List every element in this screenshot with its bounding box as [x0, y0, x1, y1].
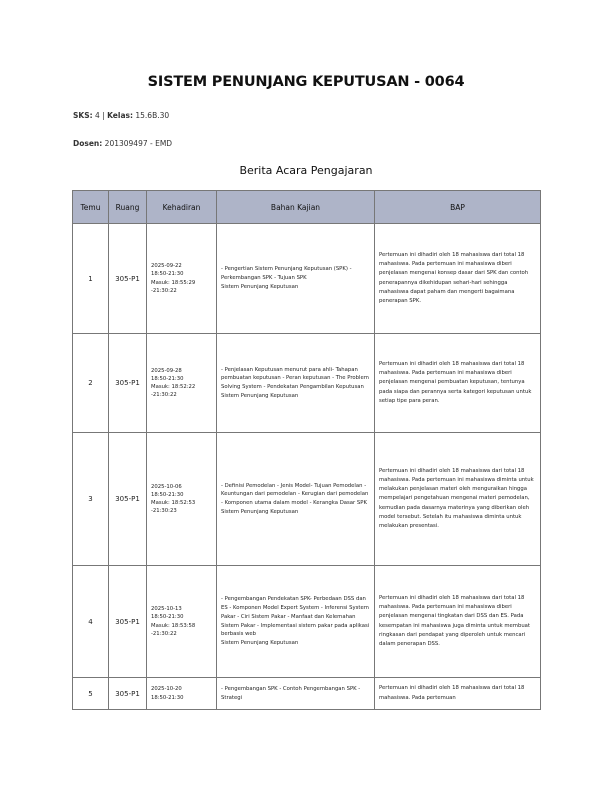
table-header-row	[73, 191, 541, 224]
bahan-kajian-cell	[217, 224, 375, 334]
temu-cell: 2	[73, 334, 109, 433]
sks-label: SKS:	[73, 111, 93, 120]
kelas-label: Kelas:	[107, 111, 133, 120]
table-row	[73, 678, 541, 710]
jadwal: 18:50-21:30	[151, 694, 184, 701]
course-meta	[73, 111, 169, 120]
temu-cell: 5	[73, 678, 109, 710]
section-subtitle: Berita Acara Pengajaran	[239, 164, 373, 177]
jadwal: 18:50-21:30	[151, 614, 184, 621]
ruang-cell: 305-P1	[109, 224, 147, 334]
bap-cell: Pertemuan ini dihadiri oleh 18 mahasiswa dari total 18 mahasiswa. Pada pertemuan ini mahasiswa diminta untuk melakukan penjelasan materi oleh menguraikan hingga mempelajari pengetahuan mengenai materi pemodelan, kemudian pada dasarnya materinya yang diberikan oleh model tersebut. Setelah itu mahasiswa diminta untuk melakukan presentasi.	[375, 433, 541, 566]
kajian-subject: Sistem Penunjang Keputusan	[221, 508, 299, 515]
page-title: SISTEM PENUNJANG KEPUTUSAN - 0064	[147, 74, 465, 90]
tanggal: 2025-10-20	[151, 686, 182, 693]
masuk: Masuk: 18:53:58	[151, 622, 196, 629]
separator: |	[102, 111, 105, 120]
kehadiran-cell	[147, 678, 217, 710]
masuk: Masuk: 18:55:29	[151, 279, 196, 286]
bahan-kajian-cell	[217, 433, 375, 566]
bap-cell: Pertemuan ini dihadiri oleh 18 mahasiswa dari total 18 mahasiswa. Pada pertemuan ini mahasiswa diberi penjelasan mengenai tingkatan dari DSS dan ES. Pada kesempatan ini mahasiswa juga diminta untuk membuat ringkasan dari pendapat yang diperoleh untuk mencari dalam penerapan DSS.	[375, 566, 541, 678]
tanggal: 2025-09-22	[151, 263, 182, 270]
bap-cell: Pertemuan ini dihadiri oleh 18 mahasiswa dari total 18 mahasiswa. Pada pertemuan ini mahasiswa diberi penjelasan mengenai konsep dasar dari SPK dan contoh penerapannya dikehidupan sehari-hari sehingga mahasiswa dapat paham dan mengerti bagaimana penerapan SPK.	[375, 224, 541, 334]
table-row	[73, 566, 541, 678]
header-bap: BAP	[375, 191, 541, 224]
keluar: -21:30:23	[151, 508, 177, 515]
keluar: -21:30:22	[151, 287, 177, 294]
table-row	[73, 433, 541, 566]
kelas-value: 15.6B.30	[135, 111, 170, 120]
temu-cell: 3	[73, 433, 109, 566]
kajian-subject: Sistem Penunjang Keputusan	[221, 392, 299, 399]
ruang-cell: 305-P1	[109, 334, 147, 433]
header-temu: Temu	[73, 191, 109, 224]
tanggal: 2025-10-06	[151, 483, 182, 490]
header-ruang: Ruang	[109, 191, 147, 224]
kehadiran-cell	[147, 334, 217, 433]
bahan-kajian-cell	[217, 334, 375, 433]
bap-cell: Pertemuan ini dihadiri oleh 18 mahasiswa dari total 18 mahasiswa. Pada pertemuan ini mahasiswa diberi penjelasan mengenai pembuatan keputusan, tentunya pada siapa dan perannya serta kategori keputusan untuk setiap tipe para peran.	[375, 334, 541, 433]
keluar: -21:30:22	[151, 392, 177, 399]
masuk: Masuk: 18:52:53	[151, 500, 196, 506]
header-bahan-kajian: Bahan Kajian	[217, 191, 375, 224]
tanggal: 2025-09-28	[151, 367, 182, 374]
temu-cell: 4	[73, 566, 109, 678]
table-row	[73, 334, 541, 433]
kajian-text: - Pengertian Sistem Penunjang Keputusan (SPK) - Perkembangan SPK - Tujuan SPK	[221, 266, 352, 282]
kehadiran-cell	[147, 566, 217, 678]
kajian-text: - Definisi Pemodelan - Jenis Model- Tujuan Pemodelan - Keuntungan dari pemodelan - Kerugian dari pemodelan - Komponen utama dalam model - Kerangka Dasar SPK	[221, 482, 369, 506]
dosen-label: Dosen:	[73, 139, 103, 148]
ruang-cell: 305-P1	[109, 566, 147, 678]
kajian-text: - Pengembangan Pendekatan SPK- Perbedaan DSS dan ES - Komponen Model Expert System - Inferensi System Pakar - Ciri Sistem Pakar - Manfaat dan Kelemahan Sistem Pakar - Implementasi sistem pakar pada aplikasi berbasis web	[221, 596, 370, 638]
kajian-subject: Sistem Penunjang Keputusan	[221, 639, 299, 646]
bahan-kajian-cell	[217, 678, 375, 710]
kajian-text: - Pengembangan SPK - Contoh Pengembangan SPK - Strategi	[221, 685, 361, 701]
lecturer-meta	[73, 139, 172, 148]
masuk: Masuk: 18:52:22	[151, 384, 196, 390]
header-kehadiran: Kehadiran	[147, 191, 217, 224]
sks-value: 4	[95, 111, 100, 120]
kajian-text: - Penjelasan Keputusan menurut para ahli- Tahapan pembuatan keputusan - Peran keputusan - The Problem Solving System - Pendekatan Pengambilan Keputusan	[221, 366, 369, 390]
temu-cell: 1	[73, 224, 109, 334]
tanggal: 2025-10-13	[151, 606, 182, 613]
bap-table	[72, 190, 541, 710]
keluar: -21:30:22	[151, 630, 177, 637]
ruang-cell: 305-P1	[109, 678, 147, 710]
bap-cell: Pertemuan ini dihadiri oleh 18 mahasiswa dari total 18 mahasiswa. Pada pertemuan	[375, 678, 541, 710]
bahan-kajian-cell	[217, 566, 375, 678]
jadwal: 18:50-21:30	[151, 271, 184, 278]
kehadiran-cell	[147, 433, 217, 566]
kehadiran-cell	[147, 224, 217, 334]
dosen-value: 201309497 - EMD	[104, 139, 173, 148]
jadwal: 18:50-21:30	[151, 491, 184, 498]
jadwal: 18:50-21:30	[151, 375, 184, 382]
table-row	[73, 224, 541, 334]
ruang-cell: 305-P1	[109, 433, 147, 566]
kajian-subject: Sistem Penunjang Keputusan	[221, 283, 299, 290]
